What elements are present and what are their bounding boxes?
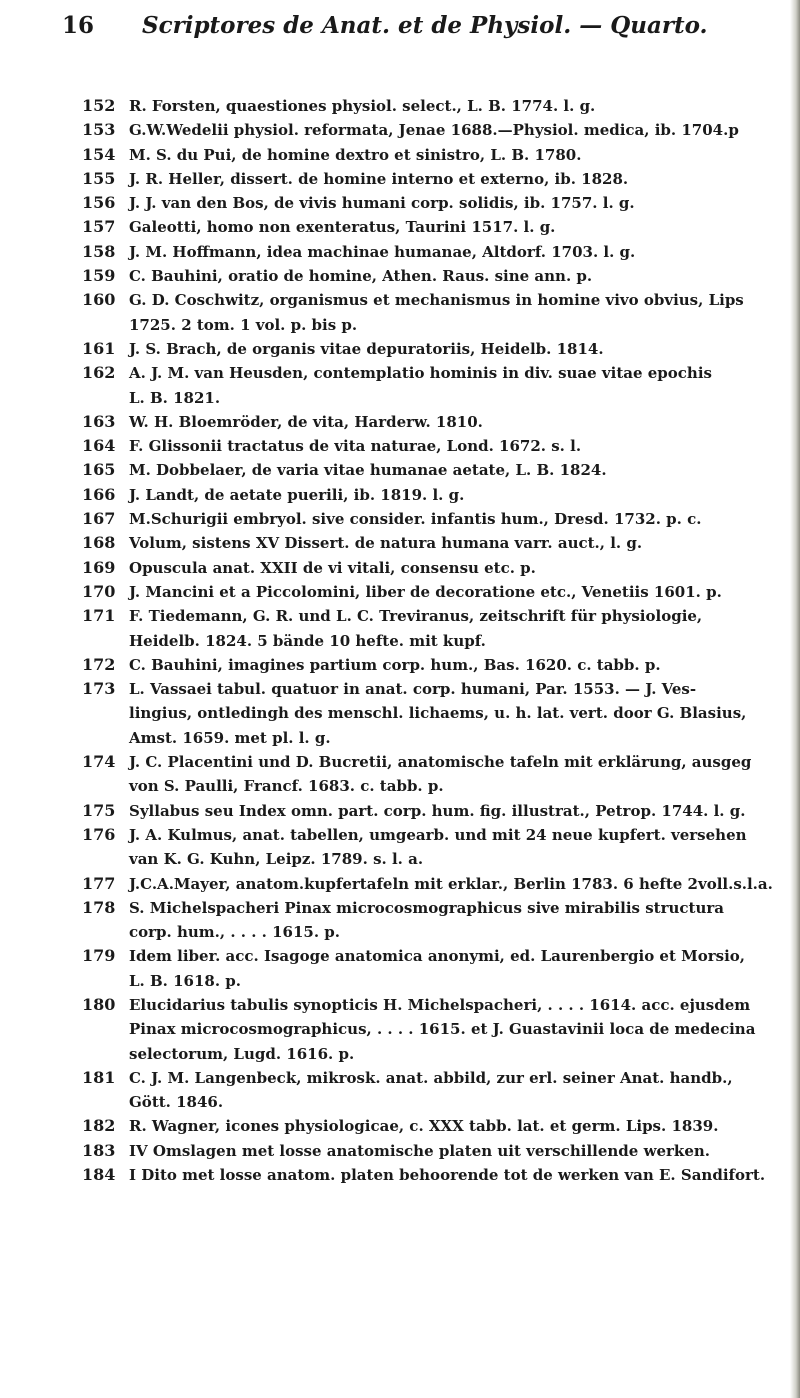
- catalogue-entry: [82, 240, 782, 264]
- entry-number: 171: [82, 606, 116, 626]
- entry-number: 168: [82, 533, 116, 553]
- entry-text-line: J. A. Kulmus, anat. tabellen, umgearb. und mit 24 neue kupfert. versehen: [129, 825, 747, 844]
- entry-number: 176: [82, 824, 116, 844]
- catalogue-entry: [82, 264, 782, 288]
- catalogue-entry: [82, 458, 782, 482]
- entry-text-line: J. S. Brach, de organis vitae depuratoriis, Heidelb. 1814.: [129, 339, 604, 358]
- entry-text-line: C. Bauhini, oratio de homine, Athen. Raus. sine ann. p.: [129, 267, 593, 286]
- entry-number: 177: [82, 873, 116, 893]
- entry-text-line: M.Schurigii embryol. sive consider. infantis hum., Dresd. 1732. p. c.: [129, 510, 702, 529]
- catalogue-entry: [82, 556, 782, 580]
- entry-text-line: W. H. Bloemröder, de vita, Harderw. 1810.: [129, 412, 483, 431]
- entry-number: 175: [82, 800, 116, 820]
- entry-text-line: Amst. 1659. met pl. l. g.: [129, 728, 331, 747]
- entry-text-line: Syllabus seu Index omn. part. corp. hum. fig. illustrat., Petrop. 1744. l. g.: [129, 801, 746, 820]
- entry-text-line: F. Tiedemann, G. R. und L. C. Treviranus, zeitschrift für physiologie,: [129, 607, 703, 626]
- entry-text-line: S. Michelspacheri Pinax microcosmographicus sive mirabilis structura: [129, 898, 724, 917]
- catalogue-entry: [82, 483, 782, 507]
- entry-text-line: G. D. Coschwitz, organismus et mechanismus in homine vivo obvius, Lips: [129, 291, 744, 310]
- entry-text-line: R. Wagner, icones physiologicae, c. XXX tabb. lat. et germ. Lips. 1839.: [129, 1117, 719, 1136]
- entry-number: 181: [82, 1067, 116, 1087]
- entry-text-line: J.C.A.Mayer, anatom.kupfertafeln mit erklar., Berlin 1783. 6 hefte 2voll.s.l.a.: [129, 874, 773, 893]
- entry-number: 183: [82, 1140, 116, 1160]
- entry-number: 174: [82, 752, 116, 772]
- catalogue-entry: [82, 410, 782, 434]
- catalogue-entry: [82, 1163, 782, 1187]
- entry-number: 167: [82, 509, 116, 529]
- catalogue-entry: [82, 799, 782, 823]
- catalogue-entry: [82, 361, 782, 410]
- entry-text-line: IV Omslagen met losse anatomische platen uit verschillende werken.: [129, 1141, 710, 1160]
- entry-text-line: van K. G. Kuhn, Leipz. 1789. s. l. a.: [129, 850, 424, 869]
- entry-number: 178: [82, 897, 116, 917]
- entry-number: 172: [82, 654, 116, 674]
- entry-number: 160: [82, 290, 116, 310]
- catalogue-entry: [82, 872, 782, 896]
- entry-text-line: Opuscula anat. XXII de vi vitali, consensu etc. p.: [129, 558, 536, 577]
- entry-text-line: C. Bauhini, imagines partium corp. hum., Bas. 1620. c. tabb. p.: [129, 655, 661, 674]
- entry-text-line: J. J. van den Bos, de vivis humani corp. solidis, ib. 1757. l. g.: [129, 194, 635, 213]
- catalogue-entry: [82, 191, 782, 215]
- entry-text-line: selectorum, Lugd. 1616. p.: [129, 1044, 355, 1063]
- entry-text-line: F. Glissonii tractatus de vita naturae, Lond. 1672. s. l.: [129, 437, 582, 456]
- catalogue-entry: [82, 604, 782, 653]
- entry-text-line: Heidelb. 1824. 5 bände 10 hefte. mit kupf.: [129, 631, 486, 650]
- entry-text-line: Galeotti, homo non exenteratus, Taurini 1517. l. g.: [129, 218, 556, 237]
- entry-number: 173: [82, 679, 116, 699]
- catalogue-entry: [82, 337, 782, 361]
- entry-text-line: M. S. du Pui, de homine dextro et sinistro, L. B. 1780.: [129, 145, 582, 164]
- entry-text-line: J. Landt, de aetate puerili, ib. 1819. l. g.: [129, 485, 465, 504]
- entry-text-line: Elucidarius tabulis synopticis H. Michelspacheri, . . . . 1614. acc. ejusdem: [129, 995, 751, 1014]
- entry-text-line: J. R. Heller, dissert. de homine interno et externo, ib. 1828.: [129, 169, 629, 188]
- entry-text-line: C. J. M. Langenbeck, mikrosk. anat. abbild, zur erl. seiner Anat. handb.,: [129, 1068, 733, 1087]
- entry-number: 170: [82, 581, 116, 601]
- catalogue-entry: [82, 143, 782, 167]
- page-number: 16: [62, 12, 95, 39]
- entry-text-line: von S. Paulli, Francf. 1683. c. tabb. p.: [129, 777, 444, 796]
- catalogue-entry: [82, 94, 782, 118]
- entry-text-line: J. M. Hoffmann, idea machinae humanae, Altdorf. 1703. l. g.: [129, 242, 636, 261]
- entry-number: 164: [82, 436, 116, 456]
- entry-text-line: corp. hum., . . . . 1615. p.: [129, 923, 341, 942]
- entry-number: 154: [82, 144, 116, 164]
- entry-number: 157: [82, 217, 116, 237]
- entry-number: 159: [82, 266, 116, 286]
- entry-text-line: M. Dobbelaer, de varia vitae humanae aetate, L. B. 1824.: [129, 461, 607, 480]
- entry-text-line: G.W.Wedelii physiol. reformata, Jenae 1688.—Physiol. medica, ib. 1704.p: [129, 121, 739, 140]
- entry-number: 161: [82, 338, 116, 358]
- catalogue-entry: [82, 653, 782, 677]
- catalogue-entry: [82, 215, 782, 239]
- entry-number: 165: [82, 460, 116, 480]
- entry-text-line: L. B. 1618. p.: [129, 971, 242, 990]
- entry-number: 158: [82, 241, 116, 261]
- entry-number: 163: [82, 411, 116, 431]
- catalogue-entry: [82, 288, 782, 337]
- catalogue-entry: [82, 580, 782, 604]
- entry-text-line: J. Mancini et a Piccolomini, liber de decoratione etc., Venetiis 1601. p.: [129, 582, 722, 601]
- catalogue-entry: [82, 507, 782, 531]
- entry-text-line: A. J. M. van Heusden, contemplatio hominis in div. suae vitae epochis: [129, 364, 712, 383]
- entry-number: 156: [82, 193, 116, 213]
- entry-text-line: R. Forsten, quaestiones physiol. select., L. B. 1774. l. g.: [129, 97, 596, 115]
- entry-text-line: J. C. Placentini und D. Bucretii, anatomische tafeln mit erklärung, ausgeg: [129, 753, 752, 772]
- catalogue-entry: [82, 750, 782, 799]
- entry-text-line: 1725. 2 tom. 1 vol. p. bis p.: [129, 315, 358, 334]
- entry-number: 179: [82, 946, 116, 966]
- catalogue-entry-list: [82, 94, 782, 1187]
- catalogue-entry: [82, 434, 782, 458]
- entry-text-line: Gött. 1846.: [129, 1093, 224, 1112]
- entry-number: 180: [82, 994, 116, 1014]
- running-title: Scriptores de Anat. et de Physiol. — Quarto.: [142, 12, 708, 39]
- catalogue-entry: [82, 118, 782, 142]
- entry-text-line: I Dito met losse anatom. platen behoorende tot de werken van E. Sandifort.: [129, 1166, 766, 1185]
- entry-number: 155: [82, 168, 116, 188]
- page-header: [62, 12, 762, 39]
- catalogue-entry: [82, 1066, 782, 1115]
- entry-number: 184: [82, 1165, 116, 1185]
- entry-number: 169: [82, 557, 116, 577]
- entry-number: 166: [82, 484, 116, 504]
- catalogue-entry: [82, 1114, 782, 1138]
- entry-number: 153: [82, 120, 116, 140]
- entry-number: 162: [82, 363, 116, 383]
- catalogue-entry: [82, 823, 782, 872]
- entry-number: 182: [82, 1116, 116, 1136]
- entry-text-line: L. B. 1821.: [129, 388, 221, 407]
- catalogue-entry: [82, 944, 782, 993]
- entry-number: 152: [82, 96, 116, 115]
- catalogue-entry: [82, 531, 782, 555]
- entry-text-line: Idem liber. acc. Isagoge anatomica anonymi, ed. Laurenbergio et Morsio,: [129, 947, 746, 966]
- catalogue-entry: [82, 1139, 782, 1163]
- entry-text-line: Volum, sistens XV Dissert. de natura humana varr. auct., l. g.: [129, 534, 643, 553]
- catalogue-entry: [82, 167, 782, 191]
- entry-text-line: lingius, ontledingh des menschl. lichaems, u. h. lat. vert. door G. Blasius,: [129, 704, 747, 723]
- catalogue-entry: [82, 896, 782, 945]
- catalogue-entry: [82, 993, 782, 1066]
- page-edge-shadow: [790, 0, 800, 1398]
- entry-text-line: L. Vassaei tabul. quatuor in anat. corp. humani, Par. 1553. — J. Ves-: [129, 680, 697, 699]
- entry-text-line: Pinax microcosmographicus, . . . . 1615. et J. Guastavinii loca de medecina: [129, 1020, 756, 1039]
- catalogue-entry: [82, 677, 782, 750]
